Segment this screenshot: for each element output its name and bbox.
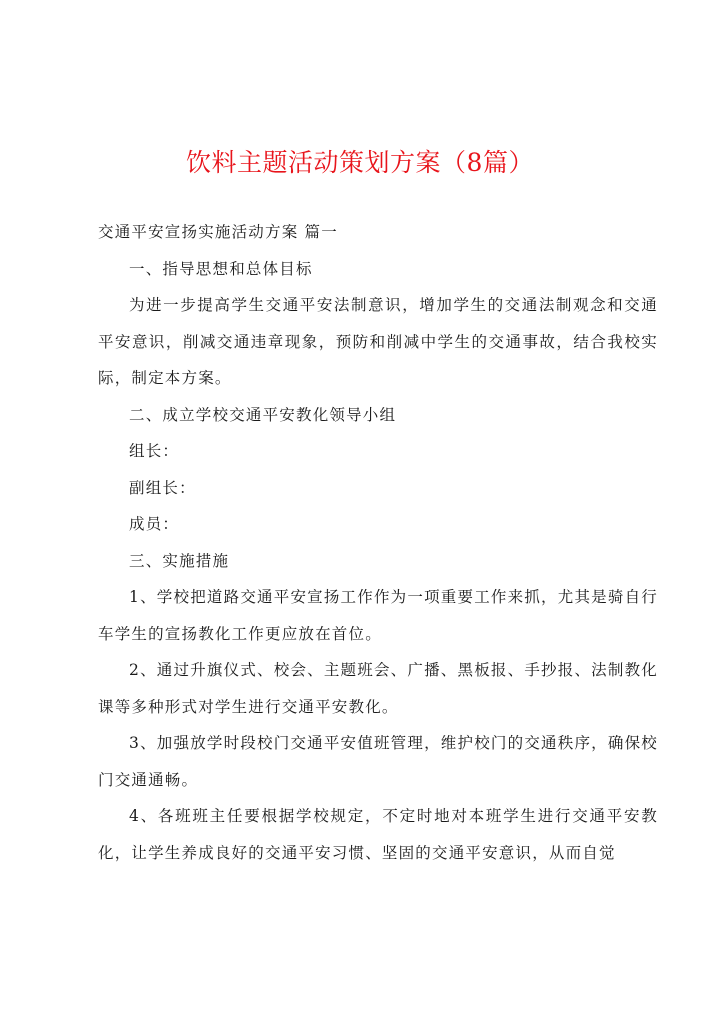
document-title: 饮料主题活动策划方案（8篇） [186, 148, 534, 177]
section-heading: 交通平安宣扬实施活动方案 篇一 [98, 223, 338, 241]
measure-item-1: 1、学校把道路交通平安宣扬工作作为一项重要工作来抓，尤其是骑自行车学生的宣扬教化工作更应放在首位。 [98, 588, 658, 643]
field-group-leader: 组长： [129, 442, 180, 460]
document-body [98, 214, 658, 871]
heading-measures: 三、实施措施 [129, 551, 230, 570]
field-members: 成员： [129, 515, 180, 533]
heading-leadership-group: 二、成立学校交通平安教化领导小组 [129, 405, 397, 424]
measure-item-2: 2、通过升旗仪式、校会、主题班会、广播、黑板报、手抄报、法制教化课等多种形式对学生进行交通平安教化。 [98, 661, 658, 716]
heading-guiding-ideology: 一、指导思想和总体目标 [129, 259, 313, 278]
measure-item-4: 4、各班班主任要根据学校规定，不定时地对本班学生进行交通平安教化，让学生养成良好的交通平安习惯、坚固的交通平安意识，从而自觉 [98, 807, 658, 862]
paragraph-purpose: 为进一步提高学生交通平安法制意识，增加学生的交通法制观念和交通平安意识，削减交通违章现象，预防和削减中学生的交通事故，结合我校实际，制定本方案。 [98, 296, 658, 387]
measure-item-3: 3、加强放学时段校门交通平安值班管理，维护校门的交通秩序，确保校门交通通畅。 [98, 734, 658, 789]
field-deputy-leader: 副组长： [129, 478, 196, 497]
